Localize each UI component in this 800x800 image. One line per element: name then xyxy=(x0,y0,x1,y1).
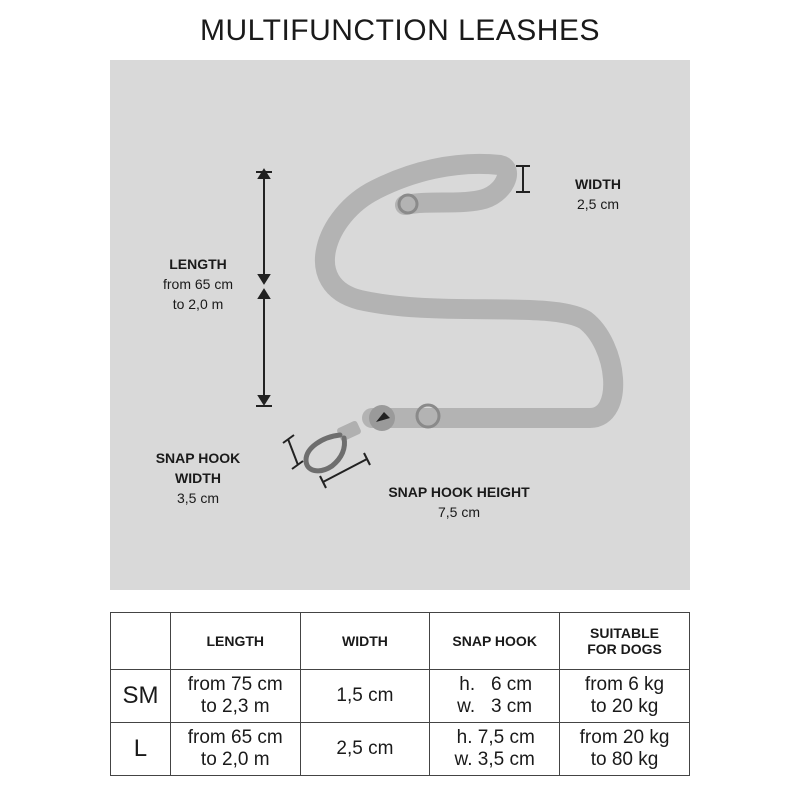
length-line2: to 2,0 m xyxy=(172,296,224,312)
page-title: MULTIFUNCTION LEASHES xyxy=(200,14,600,47)
width-marker xyxy=(516,166,530,192)
dogs-cell: from 6 kg to 20 kg xyxy=(560,670,690,723)
header-size xyxy=(111,613,171,670)
length-cell: from 65 cm to 2,0 m xyxy=(170,723,300,776)
table-row xyxy=(111,670,690,723)
length-line1: from 65 cm xyxy=(162,276,233,292)
snap-hook-width-marker xyxy=(283,435,303,469)
snap-hook-width-title1: SNAP HOOK xyxy=(155,450,241,466)
snap-hook-height-title: SNAP HOOK HEIGHT xyxy=(388,484,530,500)
snap-hook-height-value: 7,5 cm xyxy=(437,504,480,520)
size-cell: SM xyxy=(111,670,171,723)
size-cell: L xyxy=(111,723,171,776)
snap-hook-cell: h. 6 cm w. 3 cm xyxy=(430,670,560,723)
length-cell: from 75 cm to 2,3 m xyxy=(170,670,300,723)
width-title: WIDTH xyxy=(575,176,621,192)
hook-swivel xyxy=(336,420,362,442)
header-snap-hook: SNAP HOOK xyxy=(430,613,560,670)
header-width: WIDTH xyxy=(300,613,430,670)
width-cell: 2,5 cm xyxy=(300,723,430,776)
snap-hook-width-value: 3,5 cm xyxy=(176,490,219,506)
width-label xyxy=(560,174,636,214)
snap-hook-width-title2: WIDTH xyxy=(175,470,221,486)
width-cell: 1,5 cm xyxy=(300,670,430,723)
dogs-cell: from 20 kg to 80 kg xyxy=(560,723,690,776)
table-row xyxy=(111,723,690,776)
table-header-row xyxy=(111,613,690,670)
snap-hook-width-label xyxy=(142,448,254,508)
snap-hook-cell: h. 7,5 cm w. 3,5 cm xyxy=(430,723,560,776)
snap-hook-height-label xyxy=(374,482,544,522)
length-label xyxy=(148,254,248,314)
width-value: 2,5 cm xyxy=(576,196,619,212)
length-title: LENGTH xyxy=(169,256,227,272)
header-suitable-for-dogs: SUITABLE FOR DOGS xyxy=(560,613,690,670)
snap-hook xyxy=(306,435,345,471)
specs-table xyxy=(110,612,690,776)
length-arrow xyxy=(256,170,272,406)
header-length: LENGTH xyxy=(170,613,300,670)
